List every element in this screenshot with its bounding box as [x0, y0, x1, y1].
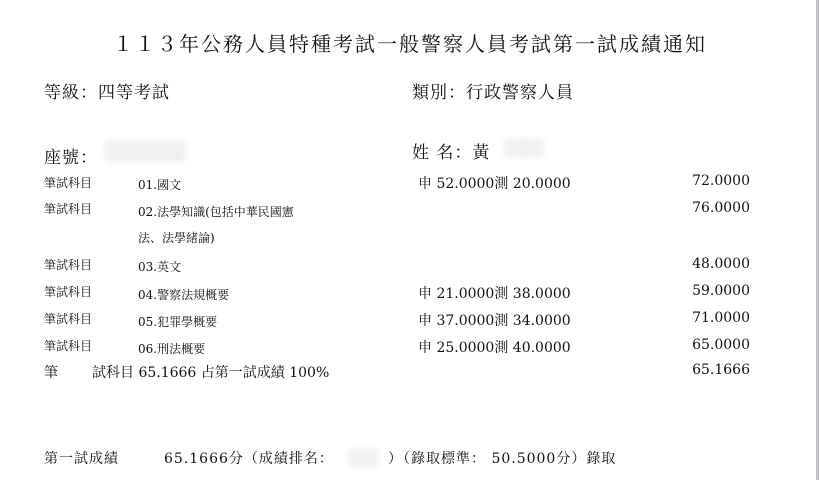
subject-detail: 申 37.0000測 34.0000 [418, 313, 571, 329]
summary-score: 65.1666 [692, 362, 750, 378]
exam-category: 類別：行政警察人員 [412, 83, 574, 103]
footer-score: 65.1666分（成績排名： [164, 451, 334, 467]
subject-name: 01.國文 [138, 178, 182, 192]
subject-name: 02.法學知識(包括中華民國憲 [138, 205, 294, 219]
summary-label-2: 試科目 65.1666 占第一試成績 100% [92, 365, 330, 381]
subject-score: 76.0000 [692, 200, 750, 216]
subject-score: 59.0000 [692, 283, 750, 299]
subject-detail: 申 52.0000測 20.0000 [418, 176, 571, 192]
exam-level: 等級：四等考試 [44, 83, 170, 103]
name-label: 姓 名：黃 [412, 143, 491, 163]
notice-title: １１３年公務人員特種考試一般警察人員考試第一試成績通知 [113, 32, 707, 56]
name-redacted [504, 138, 544, 158]
subject-name: 04.警察法規概要 [138, 288, 230, 302]
subject-name: 06.刑法概要 [138, 342, 206, 356]
subject-score: 72.0000 [692, 173, 750, 189]
subject-type: 筆試科目 [44, 285, 93, 299]
subject-detail: 申 21.0000測 38.0000 [418, 286, 571, 302]
footer-label: 第一試成績 [44, 451, 119, 467]
subject-score: 71.0000 [692, 310, 750, 326]
subject-type: 筆試科目 [44, 202, 93, 216]
seat-number-label: 座號： [44, 148, 98, 168]
seat-number-redacted [104, 140, 186, 162]
subject-name: 03.英文 [138, 260, 182, 274]
subject-name-cont: 法、法學緒論) [138, 231, 215, 245]
rank-redacted [348, 448, 378, 468]
subject-type: 筆試科目 [44, 258, 93, 272]
subject-type: 筆試科目 [44, 312, 93, 326]
subject-type: 筆試科目 [44, 176, 93, 190]
subject-type: 筆試科目 [44, 339, 93, 353]
footer-standard: ）（錄取標準： 50.5000分）錄取 [388, 451, 617, 467]
subject-name: 05.犯罪學概要 [138, 315, 218, 329]
summary-label-1: 筆 [44, 365, 58, 381]
subject-score: 65.0000 [692, 337, 750, 353]
subject-score: 48.0000 [692, 256, 750, 272]
subject-detail: 申 25.0000測 40.0000 [418, 340, 571, 356]
